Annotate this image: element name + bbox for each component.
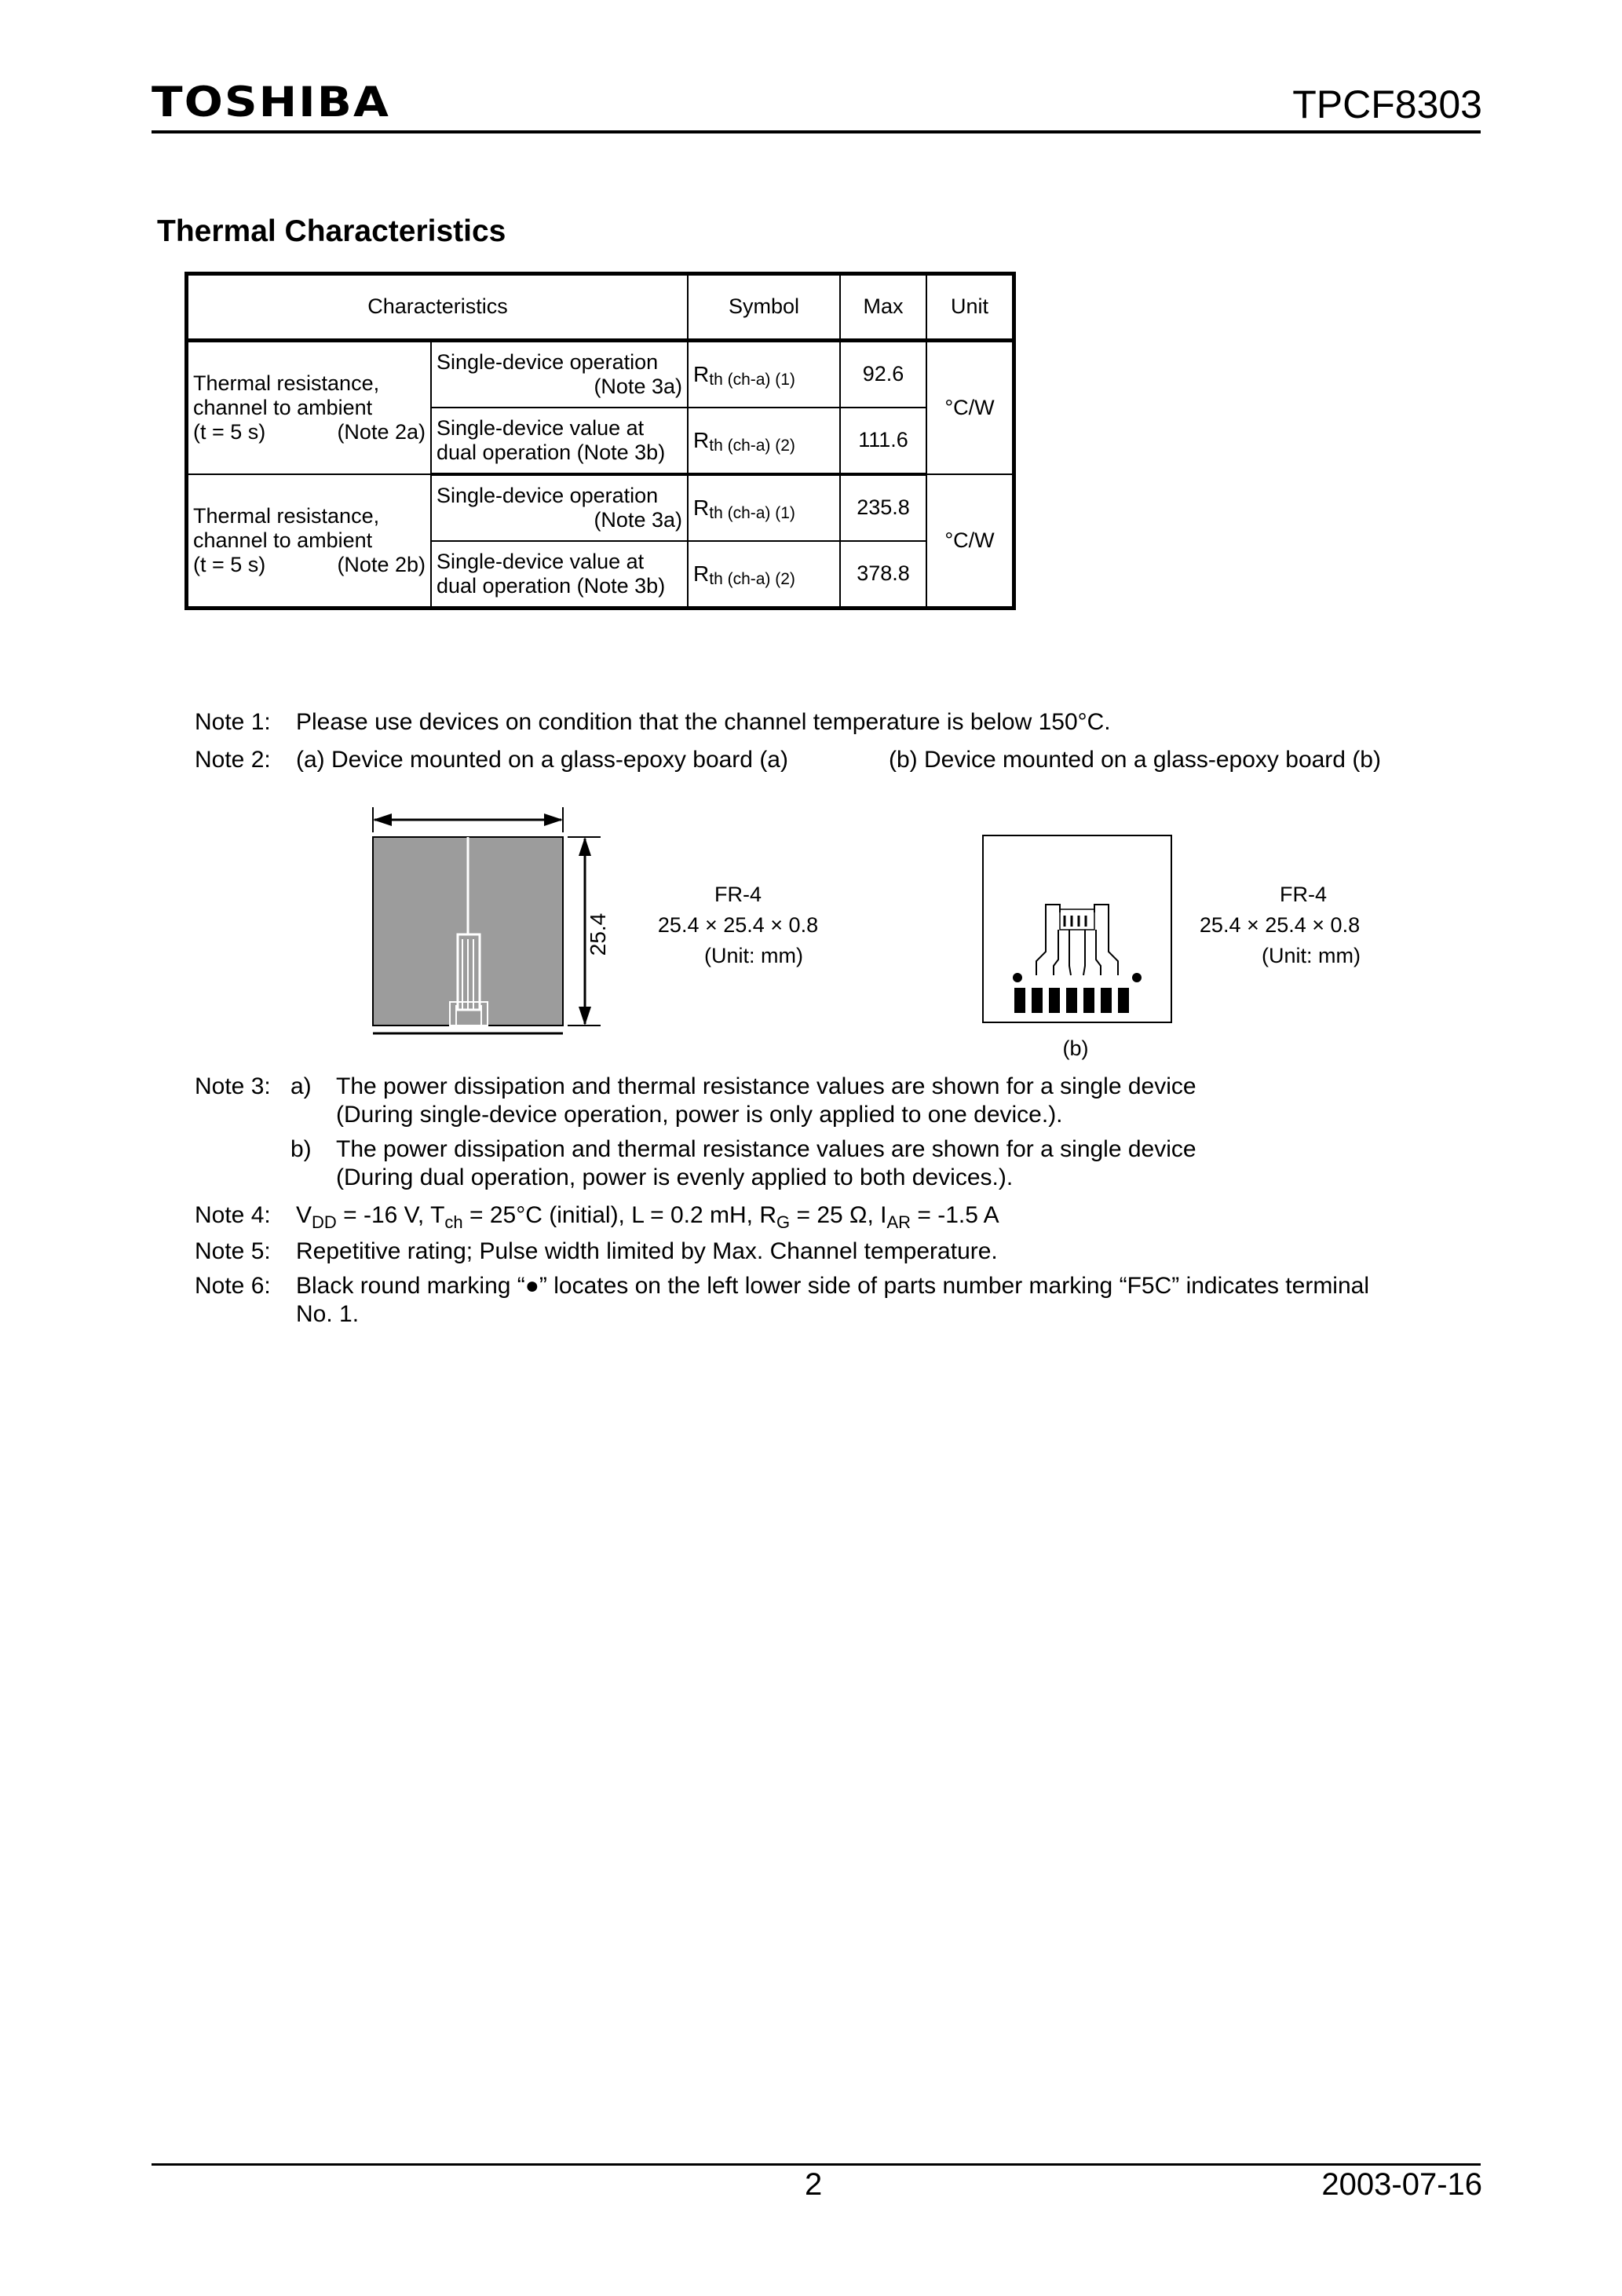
header-rule: [152, 130, 1481, 133]
board-a-diagram: [357, 801, 616, 1036]
toshiba-logo: TOSHIBA: [152, 78, 390, 126]
footer-date: 2003-07-16: [1321, 2167, 1482, 2202]
board-a-label: [644, 879, 832, 971]
condition-cell: Single-device value at dual operation (Note 3b): [431, 408, 688, 474]
board-a-drawing: [357, 801, 616, 1036]
symbol-cell: Rth (ch-a) (2): [688, 408, 840, 474]
condition-cell: Single-device operation (Note 3a): [431, 474, 688, 541]
board-b-label: [1178, 879, 1382, 971]
symbol-cell: Rth (ch-a) (1): [688, 474, 840, 541]
footer-rule: [152, 2163, 1481, 2166]
board-a-material: FR-4: [714, 883, 762, 906]
max-cell: 378.8: [840, 541, 926, 609]
condition-cell: Single-device operation (Note 3a): [431, 341, 688, 408]
thermal-table: [184, 272, 1016, 610]
board-b-diagram: [981, 834, 1173, 1024]
board-b-size: 25.4 × 25.4 × 0.8: [1199, 913, 1361, 937]
header-symbol: Symbol: [688, 274, 840, 341]
symbol-cell: Rth (ch-a) (1): [688, 341, 840, 408]
unit-cell: °C/W: [926, 341, 1014, 475]
board-a-unit: (Unit: mm): [704, 944, 803, 967]
part-number: TPCF8303: [1292, 82, 1482, 126]
board-b-caption: (b): [1062, 1036, 1089, 1060]
board-b-unit: (Unit: mm): [1262, 944, 1361, 967]
table-header-row: [187, 274, 1014, 341]
header-unit: Unit: [926, 274, 1014, 341]
table-row: [187, 341, 1014, 408]
table-row: [187, 474, 1014, 541]
header-max: Max: [840, 274, 926, 341]
max-cell: 235.8: [840, 474, 926, 541]
condition-cell: Single-device value at dual operation (Note 3b): [431, 541, 688, 609]
symbol-cell: Rth (ch-a) (2): [688, 541, 840, 609]
board-b-material: FR-4: [1280, 883, 1327, 906]
board-b-drawing: [981, 834, 1173, 1024]
page-number: 2: [805, 2167, 823, 2202]
characteristic-cell: Thermal resistance, channel to ambient (t = 5 s) (Note 2b): [187, 474, 432, 609]
section-title: Thermal Characteristics: [157, 214, 506, 248]
max-cell: 92.6: [840, 341, 926, 408]
board-a-dimension-label: 25.4: [586, 912, 610, 956]
characteristic-cell: Thermal resistance, channel to ambient (t = 5 s) (Note 2a): [187, 341, 432, 475]
unit-cell: °C/W: [926, 474, 1014, 609]
header-characteristics: Characteristics: [187, 274, 689, 341]
max-cell: 111.6: [840, 408, 926, 474]
board-a-size: 25.4 × 25.4 × 0.8: [657, 913, 819, 937]
